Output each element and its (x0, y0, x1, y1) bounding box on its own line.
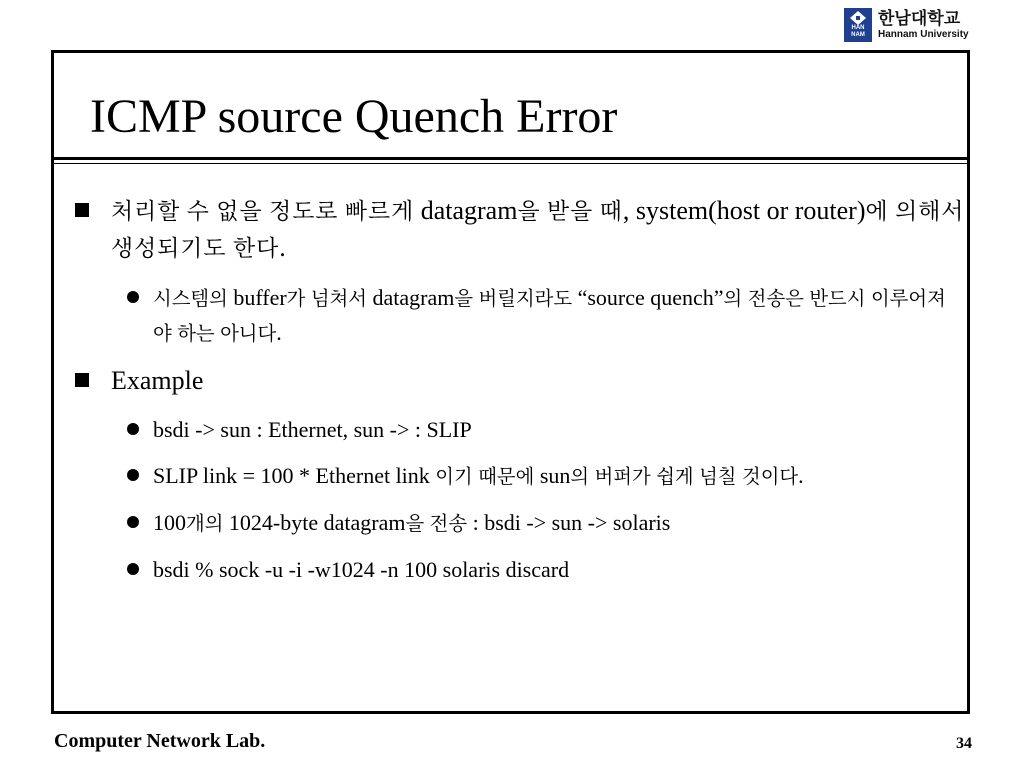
square-bullet-icon (75, 373, 89, 387)
round-bullet-icon (127, 516, 139, 528)
sub-bullet-item (54, 506, 967, 541)
round-bullet-icon (127, 423, 139, 435)
emblem-text: HAN NAM (851, 25, 865, 38)
slide-title: ICMP source Quench Error (90, 90, 618, 143)
page-number: 34 (956, 735, 972, 752)
slide-content (54, 193, 967, 599)
sub-bullet-item (54, 413, 967, 447)
slide-frame (51, 50, 970, 714)
title-divider-thin (54, 163, 967, 164)
sub-bullet-item (54, 281, 967, 351)
round-bullet-icon (127, 469, 139, 481)
bullet-item (54, 363, 967, 399)
sub-bullet-item (54, 553, 967, 587)
sub-bullet-text: bsdi -> sun : Ethernet, sun -> : SLIP (153, 417, 472, 442)
sub-bullet-text: bsdi % sock -u -i -w1024 -n 100 solaris discard (153, 557, 570, 582)
logo-wordmark (878, 10, 969, 41)
round-bullet-icon (127, 563, 139, 575)
sub-bullet-text: SLIP link = 100 * Ethernet link 이기 때문에 sun의 버퍼가 쉽게 넘칠 것이다. (153, 463, 804, 488)
university-logo (844, 8, 969, 42)
footer-lab-name: Computer Network Lab. (54, 730, 266, 752)
title-divider-thick (54, 157, 967, 160)
logo-name-english: Hannam University (878, 28, 969, 40)
round-bullet-icon (127, 291, 139, 303)
bullet-text: Example (111, 366, 204, 395)
university-emblem-icon (844, 8, 872, 42)
emblem-shape (850, 11, 866, 25)
bullet-text: 처리할 수 없을 정도로 빠르게 datagram을 받을 때, system(host or router)에 의해서 생성되기도 한다. (111, 196, 965, 262)
bullet-item (54, 193, 967, 267)
sub-bullet-text: 시스템의 buffer가 넘쳐서 datagram을 버릴지라도 “source quench”의 전송은 반드시 이루어져야 하는 아니다. (153, 285, 946, 345)
sub-bullet-text: 100개의 1024-byte datagram을 전송 : bsdi -> sun -> solaris (153, 510, 671, 535)
logo-name-korean: 한남대학교 (878, 8, 961, 29)
sub-bullet-item (54, 459, 967, 494)
square-bullet-icon (75, 203, 89, 217)
